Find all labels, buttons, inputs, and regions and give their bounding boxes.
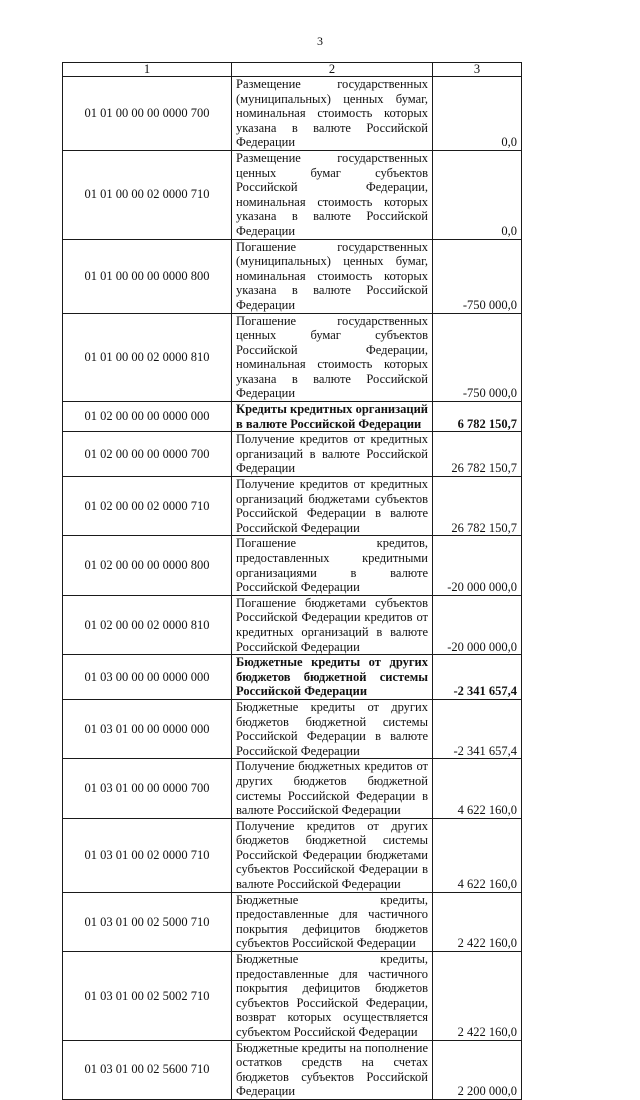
table-row — [63, 952, 522, 1041]
amount-cell: -20 000 000,0 — [433, 536, 522, 595]
budget-code-cell: 01 01 00 00 02 0000 710 — [63, 150, 232, 239]
amount-cell: 0,0 — [433, 77, 522, 151]
budget-code-cell: 01 03 00 00 00 0000 000 — [63, 655, 232, 700]
description-cell: Бюджетные кредиты от других бюджетов бюджетной системы Российской Федерации в валюте Российской Федерации — [232, 699, 433, 758]
description-cell: Кредиты кредитных организаций в валюте Российской Федерации — [232, 402, 433, 432]
description-cell: Бюджетные кредиты, предоставленные для частичного покрытия дефицитов бюджетов субъектов Российской Федерации — [232, 892, 433, 951]
amount-cell: -750 000,0 — [433, 313, 522, 402]
budget-code-cell: 01 02 00 00 00 0000 700 — [63, 432, 232, 477]
amount-cell: -2 341 657,4 — [433, 655, 522, 700]
amount-cell: -2 341 657,4 — [433, 699, 522, 758]
description-cell: Погашение государственных (муниципальных) ценных бумаг, номинальная стоимость которых указана в валюте Российской Федерации — [232, 239, 433, 313]
amount-cell: 26 782 150,7 — [433, 477, 522, 536]
description-cell: Бюджетные кредиты на пополнение остатков средств на счетах бюджетов субъектов Российской Федерации — [232, 1040, 433, 1099]
table-row — [63, 239, 522, 313]
amount-cell: 4 622 160,0 — [433, 759, 522, 818]
table-row — [63, 595, 522, 654]
table-row — [63, 150, 522, 239]
budget-code-cell: 01 02 00 00 02 0000 810 — [63, 595, 232, 654]
column-header-description: 2 — [232, 63, 433, 77]
table-header-row — [63, 63, 522, 77]
amount-cell: 0,0 — [433, 150, 522, 239]
budget-code-cell: 01 01 00 00 02 0000 810 — [63, 313, 232, 402]
description-cell: Размещение государственных (муниципальных) ценных бумаг, номинальная стоимость которых указана в валюте Российской Федерации — [232, 77, 433, 151]
budget-code-cell: 01 03 01 00 02 0000 710 — [63, 818, 232, 892]
budget-code-cell: 01 03 01 00 00 0000 700 — [63, 759, 232, 818]
amount-cell: -750 000,0 — [433, 239, 522, 313]
page-number: 3 — [317, 34, 323, 48]
table-row — [63, 432, 522, 477]
amount-cell: -20 000 000,0 — [433, 595, 522, 654]
amount-cell: 26 782 150,7 — [433, 432, 522, 477]
table-row — [63, 536, 522, 595]
budget-code-cell: 01 01 00 00 00 0000 700 — [63, 77, 232, 151]
budget-sources-table — [62, 62, 522, 1100]
amount-cell: 4 622 160,0 — [433, 818, 522, 892]
table-row — [63, 477, 522, 536]
amount-cell: 2 422 160,0 — [433, 952, 522, 1041]
column-header-code: 1 — [63, 63, 232, 77]
description-cell: Размещение государственных ценных бумаг субъектов Российской Федерации, номинальная стоимость которых указана в валюте Российской Федерации — [232, 150, 433, 239]
amount-cell: 6 782 150,7 — [433, 402, 522, 432]
table-row — [63, 1040, 522, 1099]
table-row — [63, 313, 522, 402]
description-cell: Получение кредитов от других бюджетов бюджетной системы Российской Федерации бюджетами субъектов Российской Федерации в валюте Российской Федерации — [232, 818, 433, 892]
table-row — [63, 77, 522, 151]
description-cell: Получение кредитов от кредитных организаций бюджетами субъектов Российской Федерации в валюте Российской Федерации — [232, 477, 433, 536]
description-cell: Бюджетные кредиты от других бюджетов бюджетной системы Российской Федерации — [232, 655, 433, 700]
description-cell: Погашение бюджетами субъектов Российской Федерации кредитов от кредитных организаций в валюте Российской Федерации — [232, 595, 433, 654]
table-row — [63, 892, 522, 951]
table-body — [63, 63, 522, 1100]
description-cell: Получение бюджетных кредитов от других бюджетов бюджетной системы Российской Федерации в валюте Российской Федерации — [232, 759, 433, 818]
budget-code-cell: 01 03 01 00 02 5000 710 — [63, 892, 232, 951]
amount-cell: 2 200 000,0 — [433, 1040, 522, 1099]
description-cell: Погашение государственных ценных бумаг субъектов Российской Федерации, номинальная стоимость которых указана в валюте Российской Федерации — [232, 313, 433, 402]
table-row — [63, 818, 522, 892]
budget-code-cell: 01 03 01 00 00 0000 000 — [63, 699, 232, 758]
budget-code-cell: 01 01 00 00 00 0000 800 — [63, 239, 232, 313]
column-header-amount: 3 — [433, 63, 522, 77]
description-cell: Бюджетные кредиты, предоставленные для частичного покрытия дефицитов бюджетов субъектов Российской Федерации, возврат которых осуществляется субъектом Российской Федерации — [232, 952, 433, 1041]
budget-code-cell: 01 02 00 00 02 0000 710 — [63, 477, 232, 536]
description-cell: Погашение кредитов, предоставленных кредитными организациями в валюте Российской Федерации — [232, 536, 433, 595]
amount-cell: 2 422 160,0 — [433, 892, 522, 951]
budget-code-cell: 01 03 01 00 02 5002 710 — [63, 952, 232, 1041]
table-row — [63, 655, 522, 700]
table-row — [63, 699, 522, 758]
table-row — [63, 759, 522, 818]
table-row — [63, 402, 522, 432]
description-cell: Получение кредитов от кредитных организаций в валюте Российской Федерации — [232, 432, 433, 477]
budget-code-cell: 01 02 00 00 00 0000 000 — [63, 402, 232, 432]
budget-code-cell: 01 03 01 00 02 5600 710 — [63, 1040, 232, 1099]
budget-code-cell: 01 02 00 00 00 0000 800 — [63, 536, 232, 595]
